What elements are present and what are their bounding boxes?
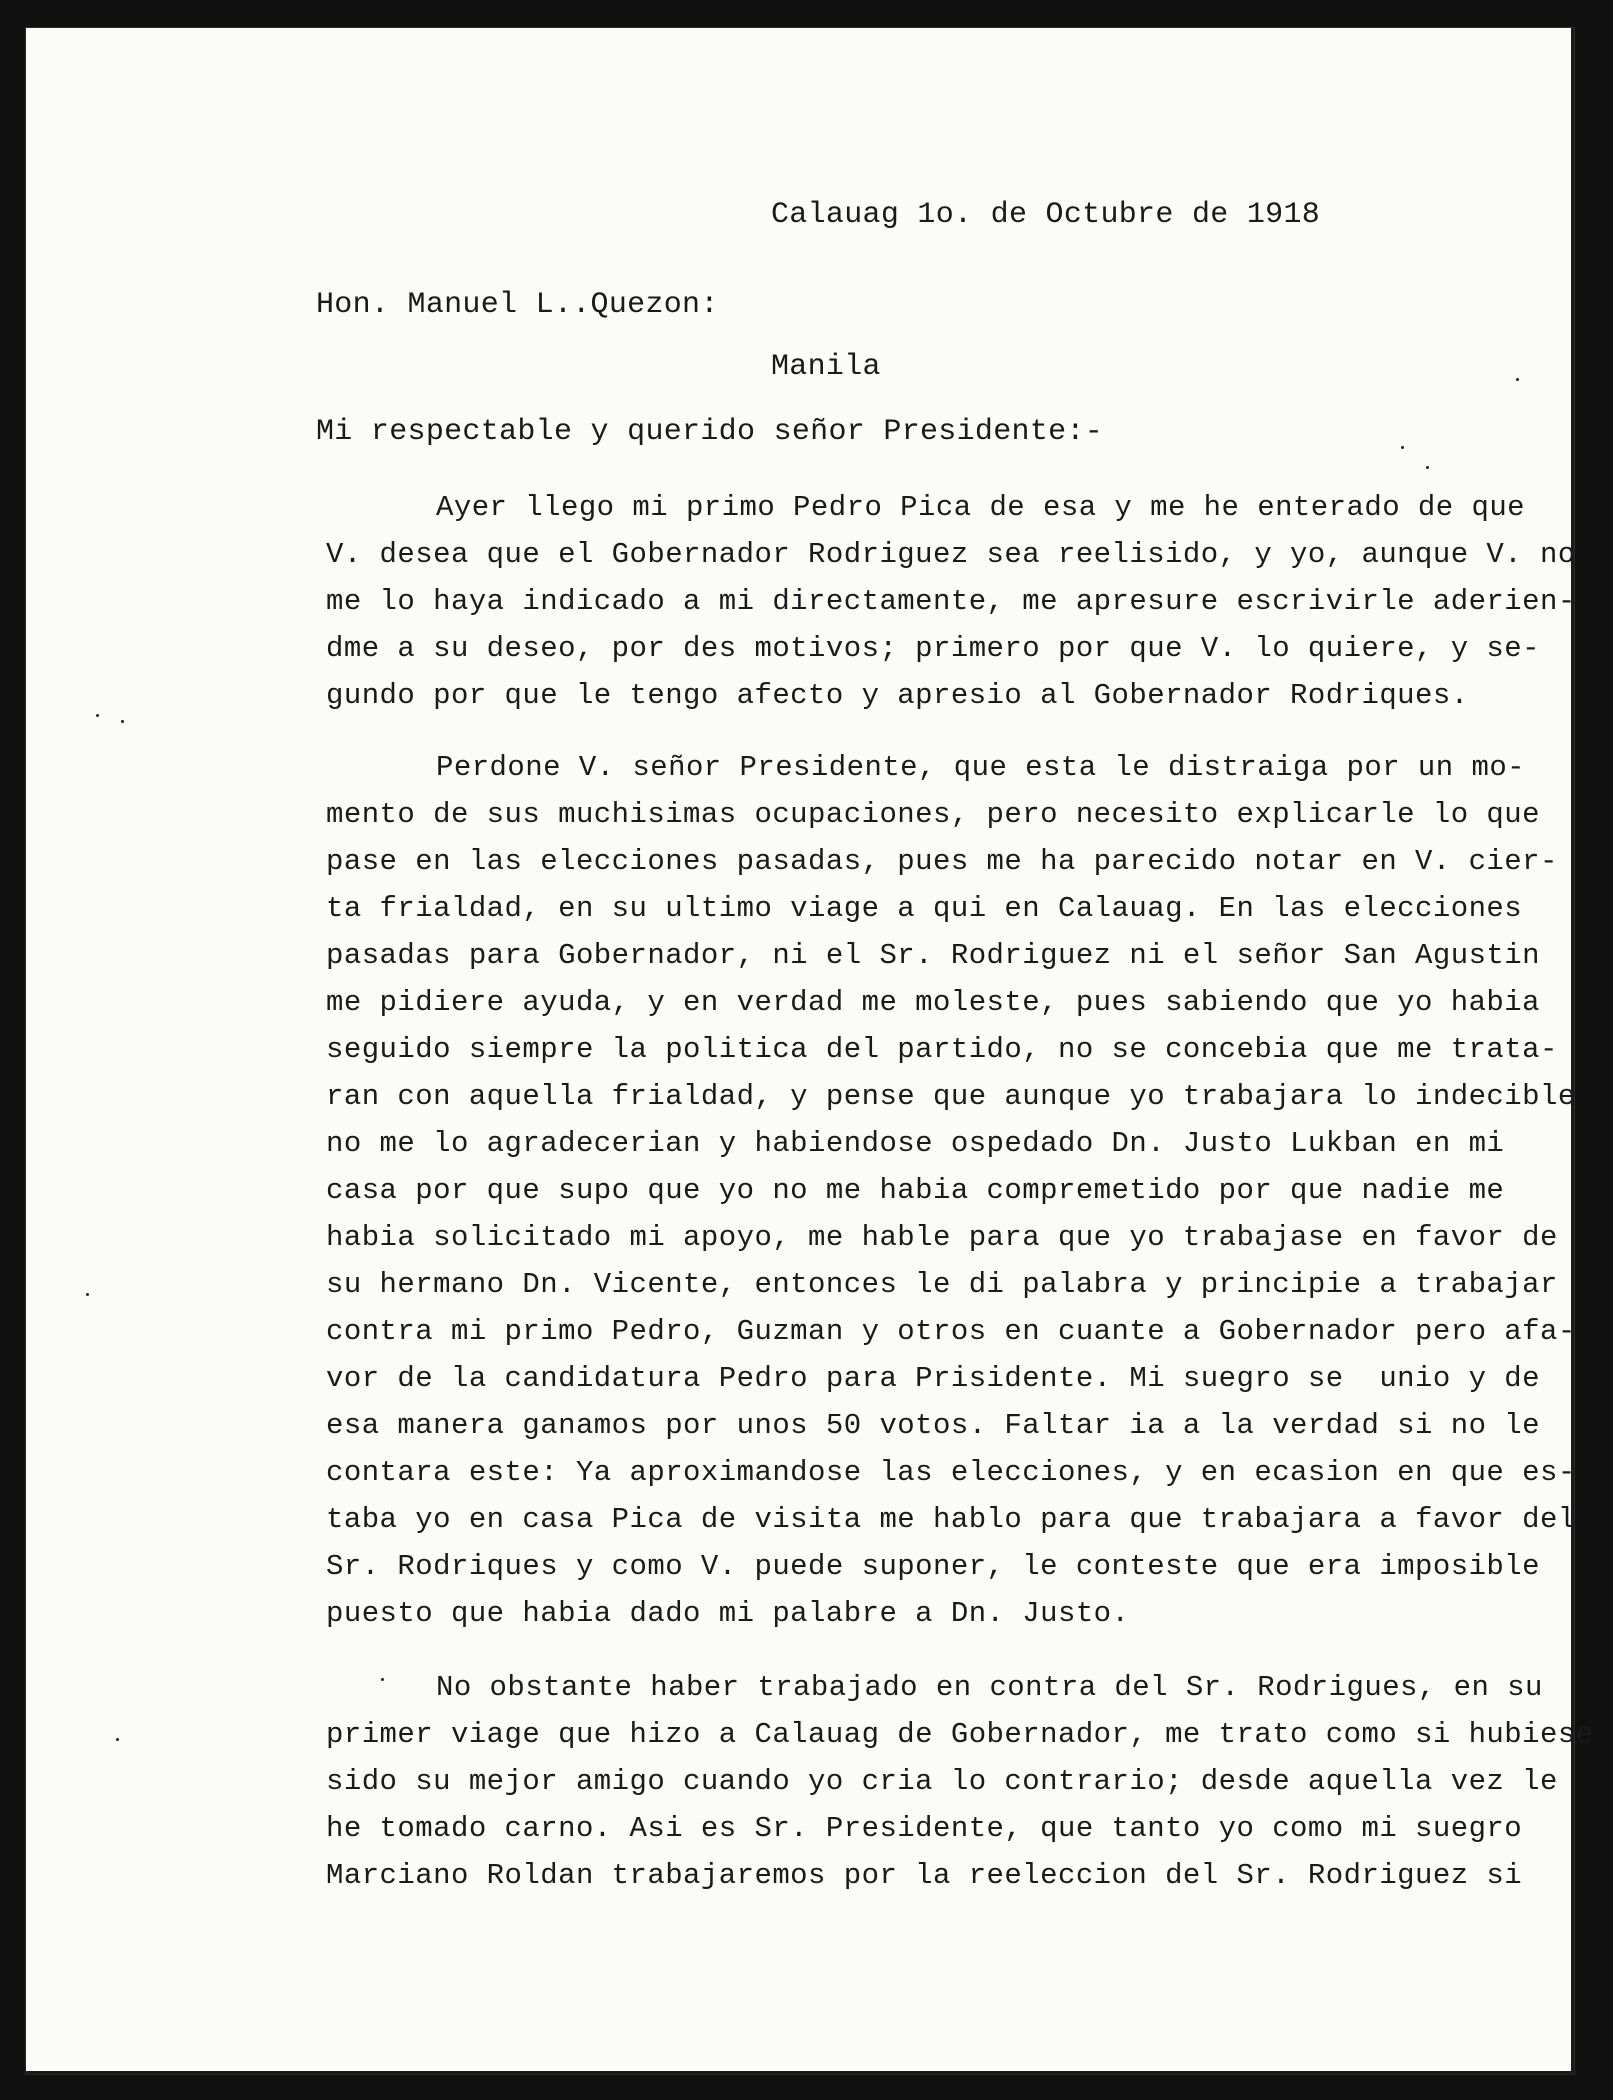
body-line: primer viage que hizo a Calauag de Gobernador, me trato como si hubiese [326, 1718, 1594, 1751]
body-line: vor de la candidatura Pedro para Prisidente. Mi suegro se unio y de [326, 1362, 1540, 1395]
scan-speck [1401, 446, 1404, 449]
body-line: contra mi primo Pedro, Guzman y otros en cuante a Gobernador pero afa- [326, 1315, 1576, 1348]
addressee: Hon. Manuel L..Quezon: [316, 288, 719, 322]
scan-speck [381, 1678, 384, 1681]
letter-page [26, 28, 1594, 2074]
body-line: seguido siempre la politica del partido, no se concebia que me trata- [326, 1033, 1558, 1066]
body-line: puesto que habia dado mi palabre a Dn. Justo. [326, 1597, 1130, 1630]
page-border-bottom [26, 2071, 1574, 2074]
body-line: su hermano Dn. Vicente, entonces le di palabra y principie a trabajar [326, 1268, 1558, 1301]
body-line: casa por que supo que yo no me habia compremetido por que nadie me [326, 1174, 1505, 1207]
body-line: dme a su deseo, por des motivos; primero por que V. lo quiere, y se- [326, 632, 1540, 665]
scan-speck [121, 720, 124, 723]
body-line: V. desea que el Gobernador Rodriguez sea reelisido, y yo, aunque V. no [326, 538, 1576, 571]
scan-speck [86, 1293, 89, 1296]
body-line: me lo haya indicado a mi directamente, me apresure escrivirle aderien- [326, 585, 1576, 618]
scan-speck [96, 714, 99, 717]
scan-speck [116, 1738, 119, 1741]
body-line: sido su mejor amigo cuando yo cria lo contrario; desde aquella vez le [326, 1765, 1558, 1798]
body-line: taba yo en casa Pica de visita me hablo para que trabajara a favor del [326, 1503, 1576, 1536]
salutation: Mi respectable y querido señor Presidente:- [316, 415, 1104, 449]
dateline: Calauag 1o. de Octubre de 1918 [771, 198, 1321, 232]
body-line: gundo por que le tengo afecto y apresio al Gobernador Rodriques. [326, 679, 1469, 712]
body-line: esa manera ganamos por unos 50 votos. Faltar ia a la verdad si no le [326, 1409, 1540, 1442]
body-line: pasadas para Gobernador, ni el Sr. Rodriguez ni el señor San Agustin [326, 939, 1540, 972]
body-line: habia solicitado mi apoyo, me hable para que yo trabajase en favor de [326, 1221, 1558, 1254]
scan-speck [1516, 378, 1519, 381]
body-line: Ayer llego mi primo Pedro Pica de esa y me he enterado de que [436, 491, 1526, 524]
body-line: no me lo agradecerian y habiendose ospedado Dn. Justo Lukban en mi [326, 1127, 1505, 1160]
scan-speck [1426, 466, 1429, 469]
body-line: No obstante haber trabajado en contra del Sr. Rodrigues, en su [436, 1671, 1543, 1704]
body-line: pase en las elecciones pasadas, pues me ha parecido notar en V. cier- [326, 845, 1558, 878]
body-line: contara este: Ya aproximandose las elecciones, y en ecasion en que es- [326, 1456, 1576, 1489]
body-line: Sr. Rodriques y como V. puede suponer, le conteste que era imposible [326, 1550, 1540, 1583]
body-line: mento de sus muchisimas ocupaciones, pero necesito explicarle lo que [326, 798, 1540, 831]
page-border-right [1571, 28, 1574, 2074]
body-line: ta frialdad, en su ultimo viage a qui en Calauag. En las elecciones [326, 892, 1523, 925]
body-line: he tomado carno. Asi es Sr. Presidente, que tanto yo como mi suegro [326, 1812, 1523, 1845]
body-line: me pidiere ayuda, y en verdad me moleste, pues sabiendo que yo habia [326, 986, 1540, 1019]
body-line: ran con aquella frialdad, y pense que aunque yo trabajara lo indecible [326, 1080, 1576, 1113]
body-line: Marciano Roldan trabajaremos por la reeleccion del Sr. Rodriguez si [326, 1859, 1523, 1892]
body-line: Perdone V. señor Presidente, que esta le distraiga por un mo- [436, 751, 1526, 784]
city: Manila [771, 350, 881, 384]
